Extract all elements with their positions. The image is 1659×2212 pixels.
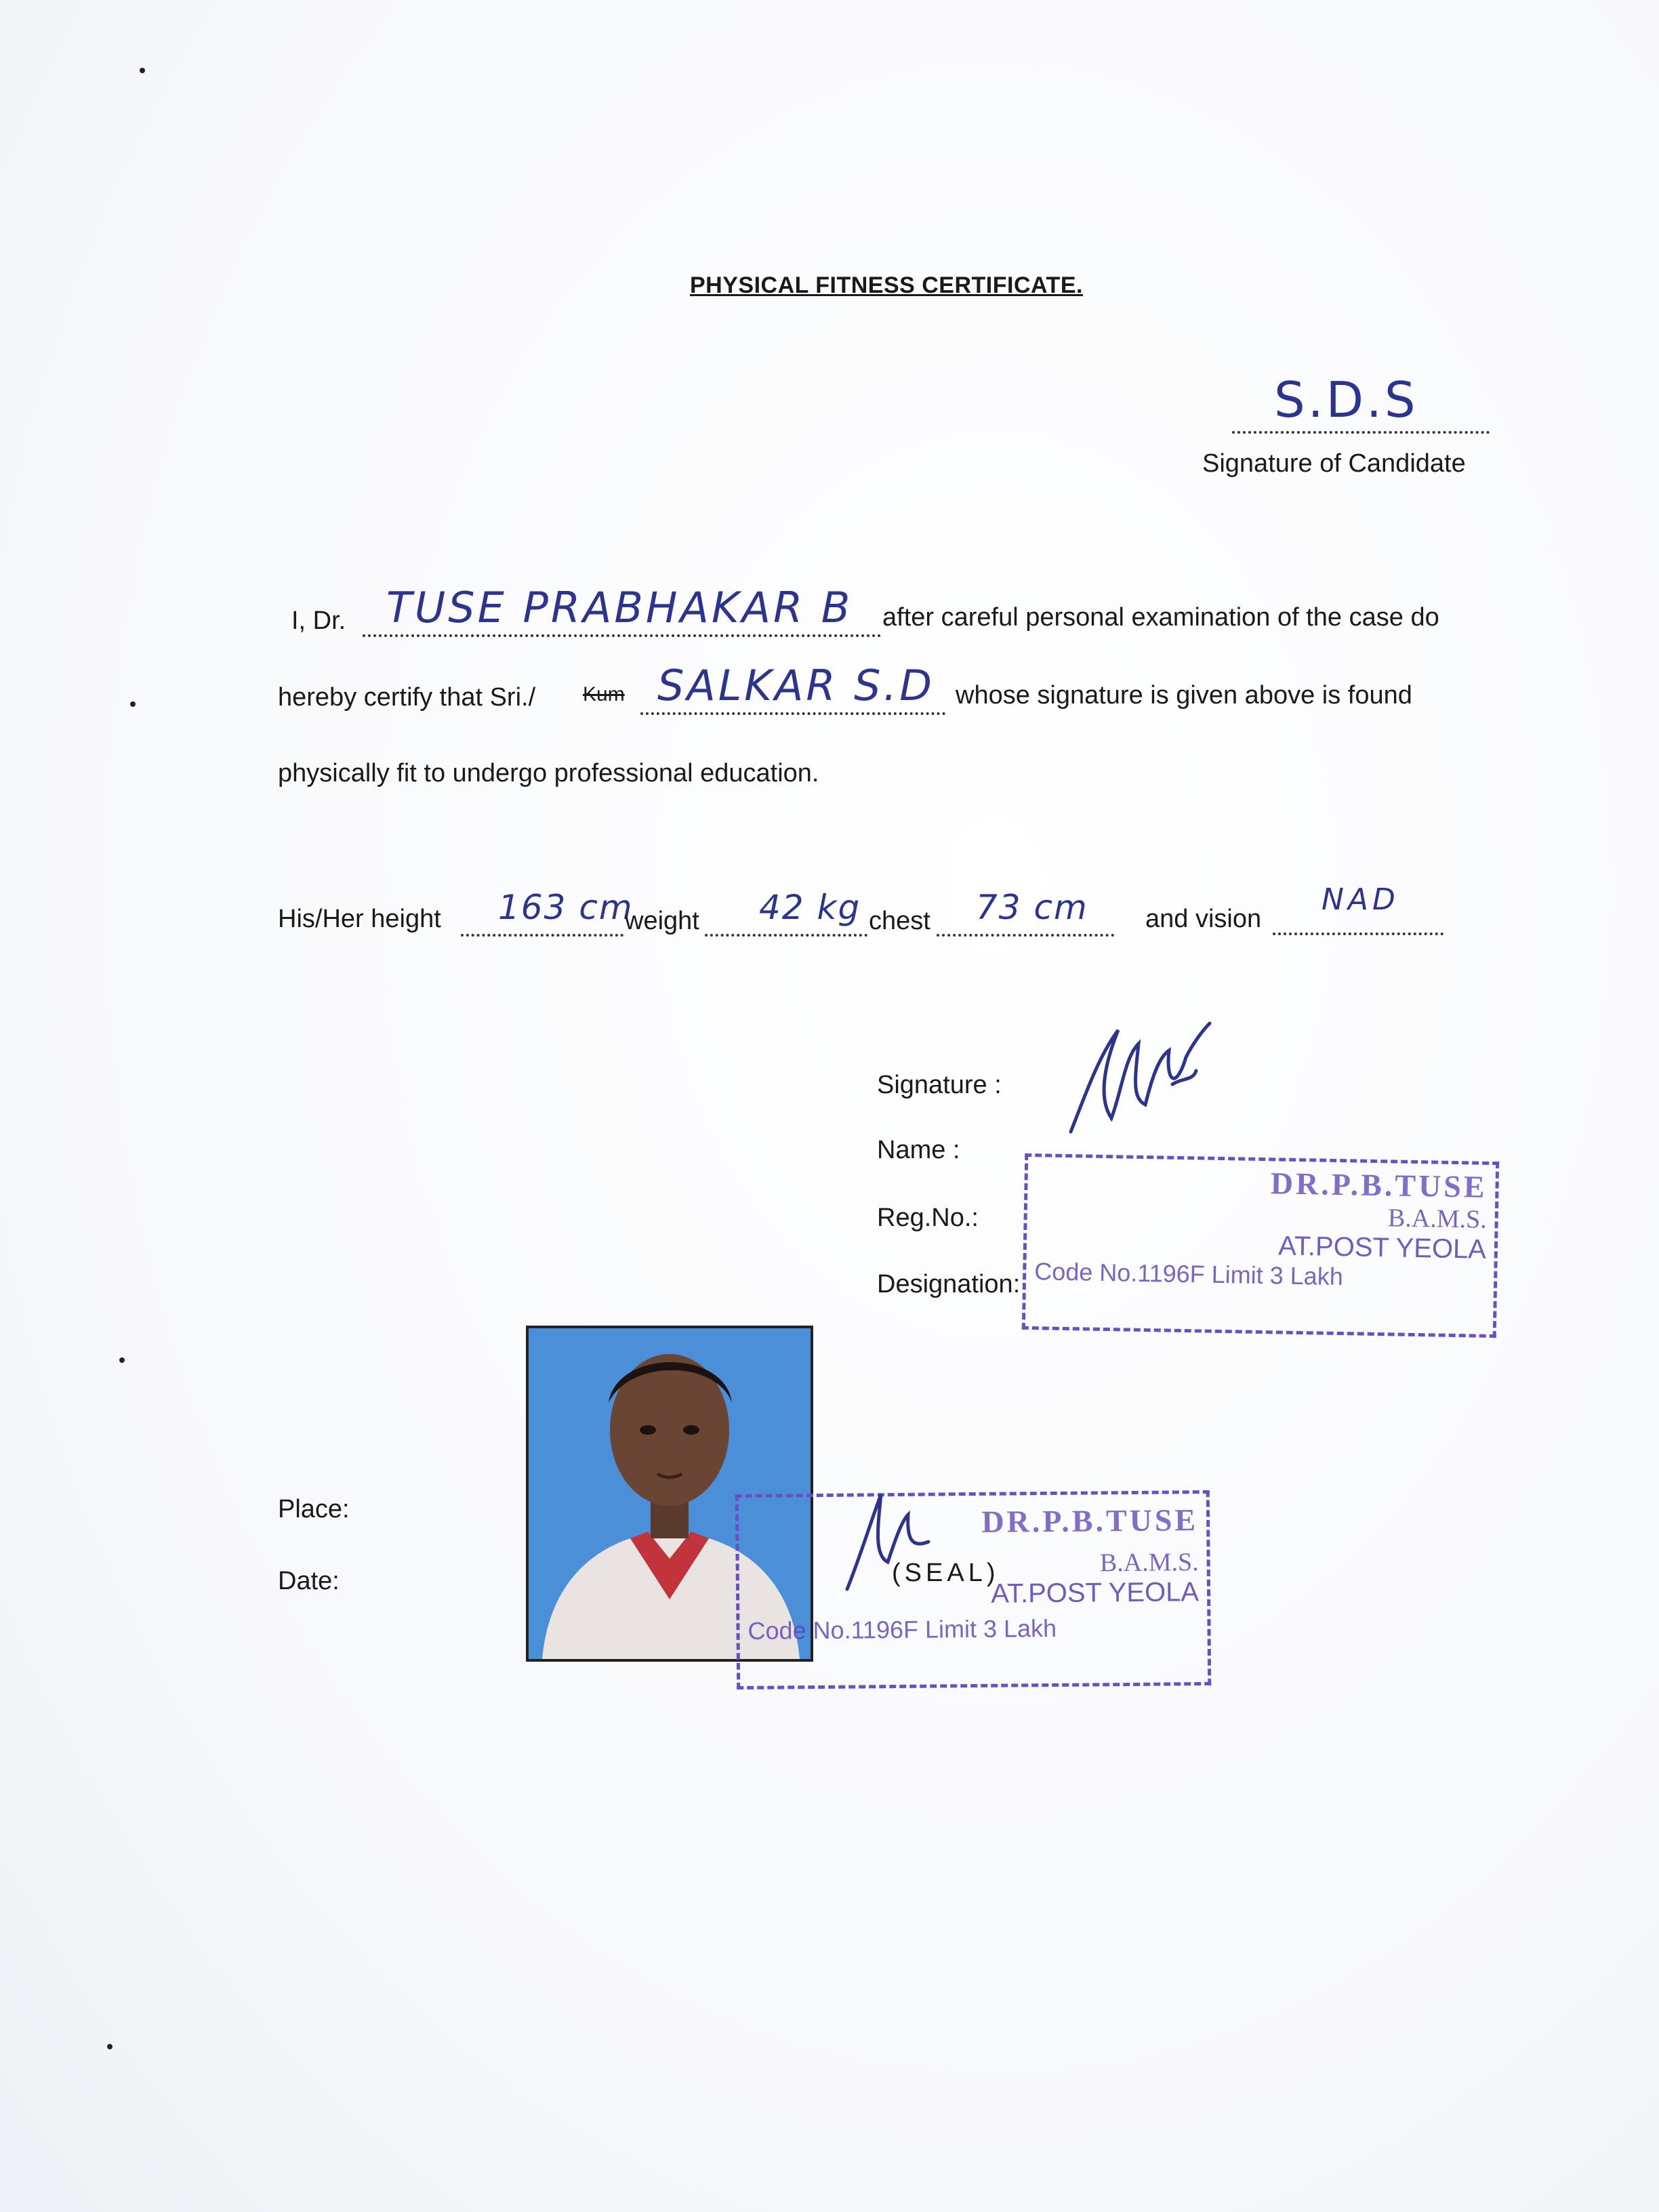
scan-speck [140, 68, 145, 73]
scan-speck [130, 701, 136, 707]
stamp-top-line-4: Code No.1196F Limit 3 Lakh [1033, 1257, 1344, 1291]
doctor-signature-scribble [1057, 1017, 1220, 1139]
candidate-handwritten-initials: S.D.S [1274, 371, 1418, 428]
vision-label: and vision [1145, 905, 1262, 933]
vision-dotline [1273, 928, 1443, 935]
weight-value: 42 kg [759, 888, 861, 927]
doctor-name-label: Name : [877, 1136, 960, 1164]
scan-speck [119, 1357, 125, 1363]
height-dotline [461, 930, 623, 937]
chest-dotline [937, 930, 1114, 937]
cert-line-2-suffix: whose signature is given above is found [956, 681, 1412, 710]
stamp-bottom-line-2: B.A.M.S. [1099, 1548, 1199, 1578]
stamp-top-line-1: DR.P.B.TUSE [1270, 1166, 1488, 1204]
stamp-bottom-line-4: Code No.1196F Limit 3 Lakh [747, 1614, 1057, 1645]
cert-line-2-struck: Kum [583, 683, 625, 705]
candidate-name-handwritten: SALKAR S.D [657, 661, 935, 710]
cert-line-1-suffix: after careful personal examination of the case do [882, 603, 1439, 632]
height-label: His/Her height [278, 905, 441, 933]
doctor-signature-label: Signature : [877, 1071, 1002, 1099]
doctor-reg-label: Reg.No.: [877, 1204, 979, 1232]
weight-label: weight [625, 907, 699, 935]
cert-line-1-prefix: I, Dr. [291, 607, 346, 635]
height-value: 163 cm [498, 888, 634, 927]
cert-line-3: physically fit to undergo professional education. [278, 759, 819, 787]
candidate-signature-line [1232, 427, 1490, 434]
doctor-name-handwritten: TUSE PRABHAKAR B [386, 583, 853, 632]
stamp-bottom-line-1: DR.P.B.TUSE [981, 1502, 1199, 1539]
weight-dotline [705, 930, 867, 937]
chest-label: chest [869, 907, 930, 935]
chest-value: 73 cm [976, 888, 1088, 927]
candidate-signature-label: Signature of Candidate [1202, 449, 1466, 478]
stamp-bottom-line-3: AT.POST YEOLA [991, 1577, 1200, 1609]
doctor-stamp-bottom [735, 1490, 1211, 1689]
scan-speck [107, 2044, 112, 2049]
stamp-top-line-3: AT.POST YEOLA [1277, 1231, 1487, 1265]
cert-line-2-prefix: hereby certify that Sri./ [278, 683, 536, 712]
doctor-stamp-top [1022, 1153, 1499, 1338]
seal-label: (SEAL) [892, 1559, 1000, 1587]
vision-value: NAD [1322, 882, 1399, 917]
page-title: PHYSICAL FITNESS CERTIFICATE. [690, 272, 1083, 298]
date-label: Date: [278, 1567, 340, 1595]
place-label: Place: [278, 1495, 350, 1523]
stamp-top-line-2: B.A.M.S. [1387, 1204, 1488, 1234]
doctor-designation-label: Designation: [877, 1270, 1021, 1298]
